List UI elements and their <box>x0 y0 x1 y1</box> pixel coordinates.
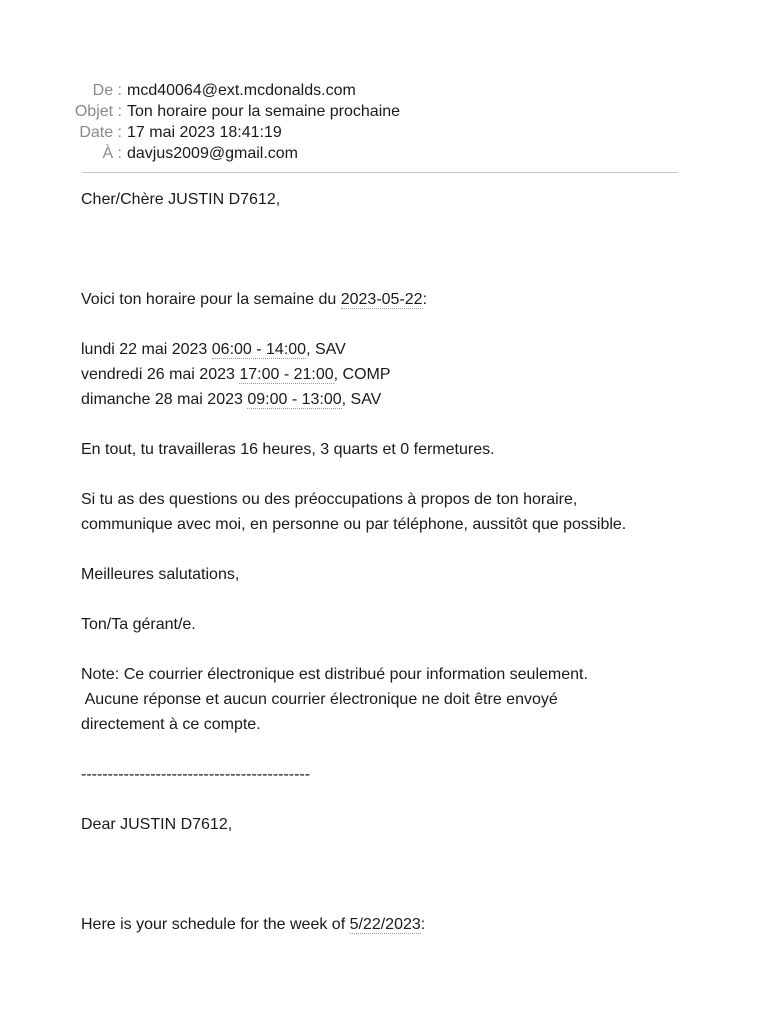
note-fr-line-1: Note: Ce courrier électronique est distribué pour information seulement. <box>81 666 588 683</box>
from-value[interactable]: mcd40064@ext.mcdonalds.com <box>127 82 356 99</box>
date-row <box>0 122 768 143</box>
subject-row <box>0 101 768 122</box>
date-label: Date : <box>79 124 122 141</box>
subject-label: Objet : <box>74 103 122 120</box>
header-divider <box>82 172 678 173</box>
subject-value: Ton horaire pour la semaine prochaine <box>127 103 401 120</box>
email-header <box>0 80 768 164</box>
separator: ------------------------------------------- <box>81 766 311 783</box>
shift-row: vendredi 26 mai 2023 17:00 - 21:00, COMP <box>81 366 391 383</box>
from-row <box>0 80 768 101</box>
shift-row: lundi 22 mai 2023 06:00 - 14:00, SAV <box>81 341 346 358</box>
to-label: À : <box>102 145 122 162</box>
shift-time-link[interactable]: 09:00 - 13:00 <box>247 391 342 408</box>
closing-fr: Meilleures salutations, <box>81 566 240 583</box>
to-row <box>0 143 768 164</box>
intro-en: Here is your schedule for the week of 5/22/2023: <box>81 916 426 933</box>
intro-en-date-link[interactable]: 5/22/2023 <box>349 916 421 933</box>
questions-fr-line-2: communique avec moi, en personne ou par téléphone, aussitôt que possible. <box>81 516 627 533</box>
note-fr-line-2: Aucune réponse et aucun courrier électronique ne doit être envoyé <box>81 691 558 708</box>
intro-fr-date-link[interactable]: 2023-05-22 <box>340 291 423 308</box>
note-fr-line-3: directement à ce compte. <box>81 716 261 733</box>
date-value: 17 mai 2023 18:41:19 <box>127 124 282 141</box>
signature-fr: Ton/Ta gérant/e. <box>81 616 196 633</box>
shift-row: dimanche 28 mai 2023 09:00 - 13:00, SAV <box>81 391 382 408</box>
intro-fr: Voici ton horaire pour la semaine du 2023-05-22: <box>81 291 428 308</box>
total-fr: En tout, tu travailleras 16 heures, 3 quarts et 0 fermetures. <box>81 441 495 458</box>
from-label: De : <box>92 82 122 99</box>
email-body <box>81 187 721 937</box>
to-value[interactable]: davjus2009@gmail.com <box>127 145 298 162</box>
shift-time-link[interactable]: 17:00 - 21:00 <box>239 366 334 383</box>
questions-fr-line-1: Si tu as des questions ou des préoccupations à propos de ton horaire, <box>81 491 578 508</box>
shift-time-link[interactable]: 06:00 - 14:00 <box>211 341 307 358</box>
greeting-en: Dear JUSTIN D7612, <box>81 816 233 833</box>
greeting-fr: Cher/Chère JUSTIN D7612, <box>81 191 281 208</box>
